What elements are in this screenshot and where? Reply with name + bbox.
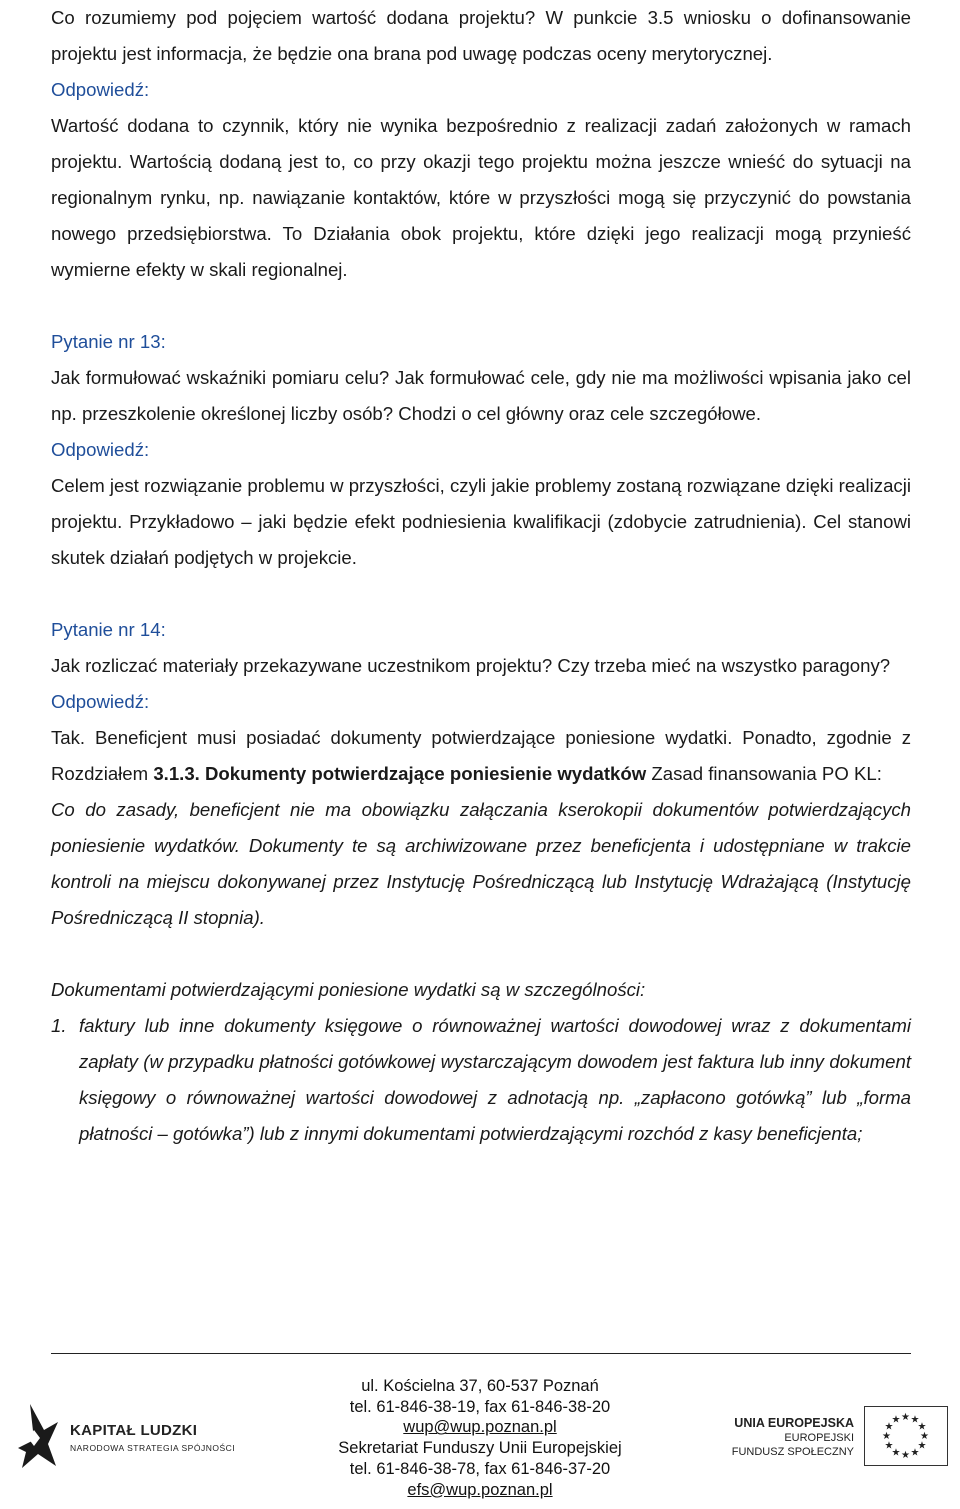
eu-star-icon: ★: [891, 1414, 901, 1426]
question-13-answer: Celem jest rozwiązanie problemu w przyszłości, czyli jakie problemy zostaną rozwiązane dzięki realizacji projektu. Przykładowo – jaki będzie efekt podniesienia kwalifikacji (zdobycie zatrudnienia). Cel stanowi skutek działań podjętych w projekcie.: [51, 475, 911, 568]
quoted-rule: Co do zasady, beneficjent nie ma obowiązku załączania kserokopii dokumentów potwierdzających poniesienie wydatków. Dokumenty te są archiwizowane przez beneficjenta i udostępniane w trakcie kontroli na miejscu dokonywanej przez Instytucję Pośredniczącą lub Instytucję Wdrażającą (Instytucję Pośredniczącą II stopnia).: [51, 799, 911, 928]
email-office-link[interactable]: efs@wup.poznan.pl: [407, 1480, 553, 1499]
list-item-text: faktury lub inne dokumenty księgowe o równoważnej wartości dowodowej wraz z dokumentami zapłaty (w przypadku płatności gotówkowej wystarczającym dowodem jest faktura lub inny dokument księgowy o równoważnej wartości dowodowej z adnotacją np. „zapłacono gotówką” lub „forma płatności – gotówka”) lub z innymi dokumentami potwierdzającymi rozchód z kasy beneficjenta;: [79, 1015, 911, 1144]
answer-label: Odpowiedź:: [51, 691, 150, 712]
kapital-ludzki-name: KAPITAŁ LUDZKI: [70, 1422, 198, 1439]
eu-star-icon: ★: [917, 1421, 927, 1433]
contact-block: [300, 1376, 660, 1500]
intro-question: Co rozumiemy pod pojęciem wartość dodana projektu? W punkcie 3.5 wniosku o dofinansowanie projektu jest informacja, że będzie ona brana pod uwagę podczas oceny merytorycznej.: [51, 7, 911, 64]
list-item: [51, 1008, 911, 1152]
eu-flag-icon: [864, 1406, 948, 1466]
eu-logo: [728, 1406, 960, 1476]
eu-star-icon: ★: [920, 1431, 929, 1442]
email-main-link[interactable]: wup@wup.poznan.pl: [403, 1418, 557, 1437]
list-item-number: 1.: [51, 1015, 67, 1036]
address: ul. Kościelna 37, 60-537 Poznań: [361, 1377, 599, 1395]
question-14-text: Jak rozliczać materiały przekazywane uczestnikom projektu? Czy trzeba mieć na wszystko paragony?: [51, 655, 891, 676]
phone-main: tel. 61-846-38-19, fax 61-846-38-20: [349, 1397, 611, 1416]
kapital-ludzki-logo: [12, 1400, 242, 1470]
list-intro: Dokumentami potwierdzającymi poniesione wydatki są w szczególności:: [51, 979, 646, 1000]
office-name: Sekretariat Funduszy Unii Europejskiej: [338, 1439, 622, 1458]
question-14-answer: [51, 720, 911, 792]
eu-star-icon: ★: [917, 1440, 927, 1452]
rule-reference: 3.1.3. Dokumenty potwierdzające poniesienie wydatków: [153, 763, 647, 784]
answer-text-b: Zasad finansowania PO KL:: [646, 763, 882, 784]
eu-star-icon: ★: [884, 1421, 894, 1433]
kapital-ludzki-emblem-icon: [12, 1400, 64, 1472]
answer-label: Odpowiedź:: [51, 79, 150, 100]
kapital-ludzki-subtitle: NARODOWA STRATEGIA SPÓJNOŚCI: [70, 1443, 236, 1453]
eu-star-icon: ★: [910, 1447, 920, 1459]
eu-star-icon: ★: [882, 1431, 891, 1442]
eu-stars-icon: [865, 1407, 946, 1464]
eu-name: UNIA EUROPEJSKA: [734, 1416, 854, 1430]
answer-label: Odpowiedź:: [51, 439, 150, 460]
eu-fund-line2: FUNDUSZ SPOŁECZNY: [731, 1446, 854, 1458]
footer-divider: [51, 1353, 911, 1354]
question-13-title: Pytanie nr 13:: [51, 331, 166, 352]
eu-fund-line1: EUROPEJSKI: [784, 1432, 854, 1444]
footer: [0, 1376, 960, 1509]
answer-text-a: Tak. Beneficjent musi posiadać dokumenty potwierdzające poniesione wydatki. Ponadto, zgodnie z Rozdziałem: [51, 727, 911, 784]
eu-star-icon: ★: [884, 1440, 894, 1452]
eu-star-icon: ★: [901, 1450, 910, 1461]
phone-office: tel. 61-846-38-78, fax 61-846-37-20: [349, 1459, 611, 1478]
eu-star-icon: ★: [891, 1447, 901, 1459]
eu-star-icon: ★: [901, 1412, 910, 1423]
intro-answer: Wartość dodana to czynnik, który nie wynika bezpośrednio z realizacji zadań założonych w ramach projektu. Wartością dodaną jest to, co przy okazji tego projektu można jeszcze wnieść do sytuacji na regionalnym rynku, np. nawiązanie kontaktów, które w przyszłości mogą się przyczynić do powstania nowego przedsiębiorstwa. To Działania obok projektu, które dzięki jego realizacji mogą przynieść wymierne efekty w skali regionalnej.: [51, 115, 911, 280]
document-body: [51, 0, 911, 1152]
question-14-title: Pytanie nr 14:: [51, 619, 166, 640]
question-13-text: Jak formułować wskaźniki pomiaru celu? Jak formułować cele, gdy nie ma możliwości wpisania jako cel np. przeszkolenie określonej liczby osób? Chodzi o cel główny oraz cele szczegółowe.: [51, 367, 911, 424]
eu-star-icon: ★: [910, 1414, 920, 1426]
